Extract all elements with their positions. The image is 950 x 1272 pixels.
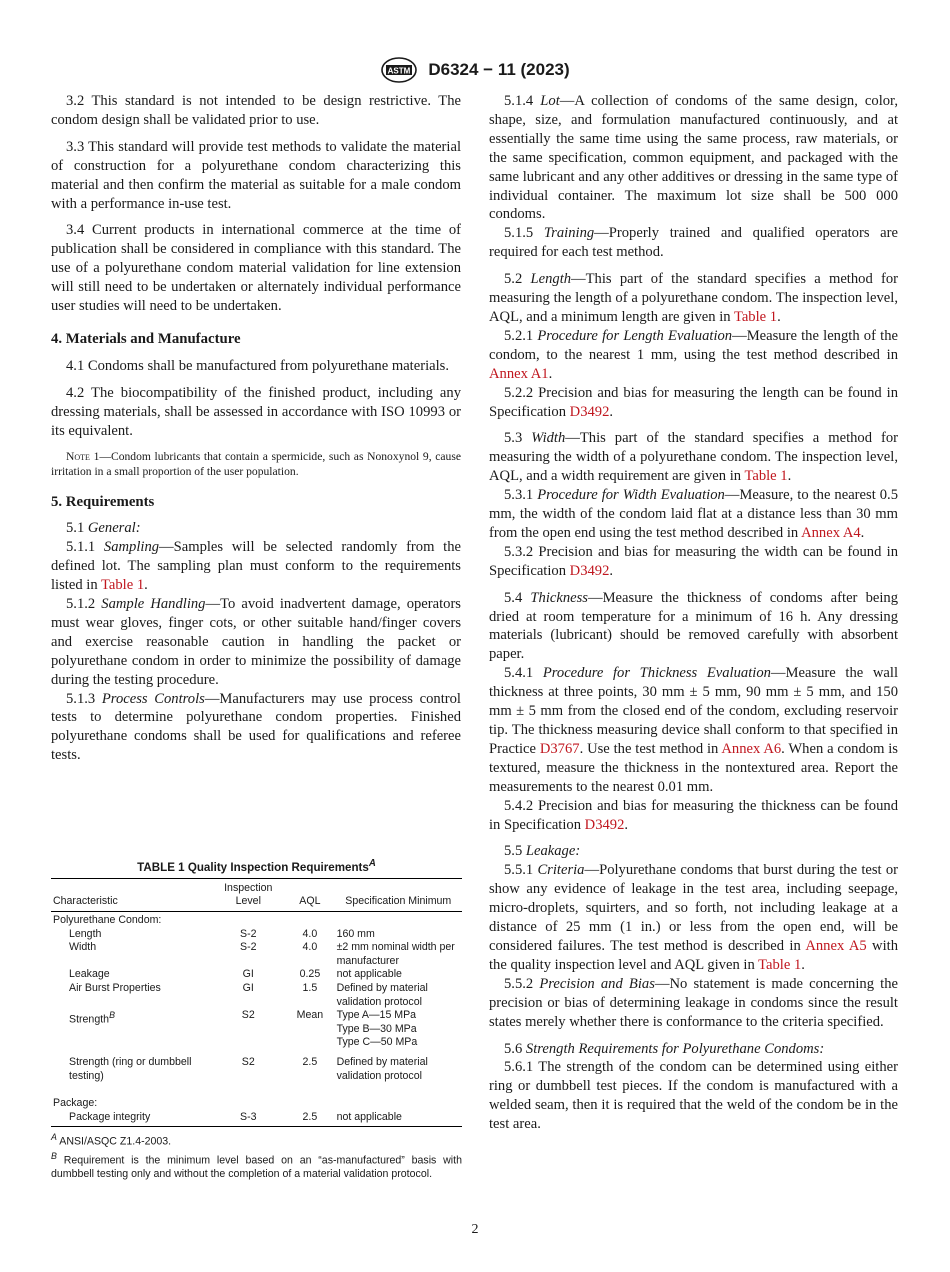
table-row [51,941,462,968]
annex-a4-link[interactable]: Annex A4 [801,524,861,541]
paragraph-title: Procedure for Length Evaluation [537,327,733,344]
cell-spec: Defined by material validation protocol [336,982,428,1008]
paragraph-number: 5.3 [504,430,532,447]
paragraph-5-4 [489,589,898,665]
paragraph-text: 5.4.2 Precision and bias for measuring the thickness can be found in Specification [489,797,898,833]
table-1-link[interactable]: Table 1 [101,577,145,594]
cell-characteristic: Leakage [69,968,110,981]
paragraph-3-2: 3.2 This standard is not intended to be design restrictive. The condom design shall be validated prior to use. [51,93,461,128]
cell-spec: 160 mm [336,927,375,940]
paragraph-title: Width [531,430,566,447]
paragraph-text: —This part of the standard specifies a method for measuring the length of a polyurethane condom. The inspection level, AQL, and a minimum length are given in [489,271,899,325]
annex-a1-link[interactable]: Annex A1 [489,365,549,382]
cell-level: GI [242,968,254,981]
paragraph-title: Sample Handling [101,596,206,613]
footnote-mark: A [51,1132,57,1143]
paragraph-5-5 [489,842,898,861]
annex-a6-link[interactable]: Annex A6 [721,740,782,757]
cell-characteristic: Strength (ring or dumbbell testing) [69,1055,192,1082]
paragraph-5-2 [489,270,898,327]
paragraph-5-3-1 [489,486,898,543]
paragraph-text: —A collection of condoms of the same design, color, shape, size, and formulation manufactured continuously, and at essentially the same time using the same process, raw materials, or the same specification, common equipment, and packaged with the same lubricant and any other additives or dressing in the same type of individual container. The maximum lot size shall be 500 000 condoms. [489,93,898,223]
paragraph-title: Training [543,225,595,242]
caption-text: TABLE 1 Quality Inspection Requirements [137,860,369,874]
spec-line: Type A—15 MPa [336,1009,417,1022]
table-footnote-b [51,1149,462,1182]
spec-line: Type C—50 MPa [336,1036,418,1049]
table-footnote-a [51,1130,462,1149]
paragraph-5-1 [51,519,461,538]
paragraph-number: 5.3.1 [504,487,538,504]
punctuation: . [609,562,614,579]
note-text: —Condom lubricants that contain a spermicide, such as Nonoxynol 9, cause irritation in a small proportion of the user population. [51,449,461,478]
cell-level: S2 [241,1055,255,1068]
paragraph-text: —Measure, to the nearest 0.5 mm, the width of the condom laid flat at a distance less than 30 mm from the open end using the test method described in [489,487,898,541]
paragraph-5-4-1 [489,664,898,796]
paragraph-number: 5.1.4 [504,93,541,109]
footnote-mark: B [109,1010,115,1021]
punctuation: . [787,468,792,485]
paragraph-number: 5.1 [66,520,88,537]
paragraph-5-1-2 [51,595,461,690]
punctuation: . [801,956,805,973]
spacer-cell [51,1083,462,1097]
cell-level: S2 [241,1009,255,1022]
header-specification: Specification Minimum [335,878,462,911]
paragraph-text: —Measure the thickness of condoms after being dried at room temperature for a minimum of 16 h. Any dressing materials (lubricant) should be removed carefully with absorbent paper. [489,589,898,663]
table-group-row [51,1097,462,1111]
paragraph-title: Strength Requirements for Polyurethane Condoms: [525,1040,825,1057]
cell-level: S-2 [240,927,257,940]
cell-aql: 2.5 [285,1111,334,1127]
spec-line: Type B—30 MPa [336,1022,417,1035]
paragraph-title: Sampling [103,539,160,556]
paragraph-number: 5.1.5 [504,225,544,242]
caption-footnote-mark: A [368,858,376,869]
standard-designation: D6324 − 11 (2023) [428,60,570,79]
group-label: Polyurethane Condom: [53,914,162,927]
paragraph-5-1-1 [51,538,461,595]
paragraph-5-6-1: 5.6.1 The strength of the condom can be determined using either ring or dumbbell test pieces. If the condom is manufactured with a welded seam, then it is required that the weld of the condom be in the test area. [489,1059,898,1133]
d3492-link[interactable]: D3492 [569,403,610,420]
paragraph-5-6 [489,1040,898,1059]
paragraph-text: —Polyurethane condoms that burst during the test or show any evidence of leakage in the test area, including seepage, micro-droplets, squirters, and so forth, not including leakage at a distance of 25 mm (1 in.) or less from the open end, will be considered failures. The test method is described in [489,862,898,954]
cell-characteristic: Air Burst Properties [69,982,161,995]
table-row [51,1009,462,1050]
paragraph-3-3: 3.3 This standard will provide test methods to validate the material of construction for a polyurethane condom characterizing this material and then confirm the material as suitable for a male condom with a performance in-use test. [51,138,461,212]
paragraph-5-1-5 [489,224,898,262]
cell-aql: 4.0 [302,941,318,954]
paragraph-title: Thickness [530,589,588,606]
paragraph-number: 5.2 [504,271,531,288]
page-number: 2 [471,1222,479,1237]
cell-spec: ±2 mm nominal width per manufacturer [336,941,455,967]
paragraph-5-3-2 [489,543,898,581]
paragraph-number: 5.5.2 [504,975,540,992]
paragraph-number: 5.4 [504,589,531,606]
cell-characteristic: Package integrity [51,1111,211,1127]
footnote-mark: B [51,1150,57,1161]
table-row [51,982,462,1009]
cell-aql: 1.5 [302,982,318,995]
paragraph-5-2-2 [489,384,898,422]
paragraph-text: —Manufacturers may use process control tests to determine polyurethane condom properties. Finished polyurethane condoms shall be used for qualifications and referee tests. [51,690,461,764]
paragraph-title: General: [87,520,141,537]
cell-characteristic [51,1009,211,1050]
d3767-link[interactable]: D3767 [539,740,580,757]
section-4-heading: 4. Materials and Manufacture [51,330,241,347]
cell-level: S-2 [240,941,257,954]
paragraph-number: 5.5 [504,843,526,860]
table-group-row [51,912,462,928]
paragraph-number: 5.1.1 [66,539,104,556]
table-1 [51,858,462,1181]
annex-a5-link[interactable]: Annex A5 [805,937,867,954]
cell-aql: 2.5 [302,1055,318,1068]
paragraph-text: with the quality inspection level and AQL given in [489,937,898,973]
cell-characteristic: Width [69,941,97,954]
astm-logo-icon [380,56,418,84]
paragraph-number: 5.1.3 [66,690,102,707]
cell-spec: Defined by material validation protocol [336,1055,428,1082]
punctuation: . [777,308,781,325]
cell-level: S-3 [211,1111,285,1127]
cell-spec [335,1009,462,1050]
paragraph-number: 5.5.1 [504,862,538,879]
d3492-link[interactable]: D3492 [569,562,610,579]
cell-level: GI [242,982,254,995]
cell-spec: not applicable [335,1111,462,1127]
table-caption [51,858,462,874]
cell-aql: 4.0 [302,927,318,940]
paragraph-5-5-2 [489,975,898,1032]
quality-inspection-table [51,878,462,1128]
header-inspection-level: Inspection Level [211,878,285,911]
cell-aql: 0.25 [299,968,321,981]
paragraph-text: 5.3.2 Precision and bias for measuring the width can be found in Specification [489,543,898,579]
paragraph-4-1: 4.1 Condoms shall be manufactured from polyurethane materials. [66,357,449,374]
paragraph-text: . Use the test method in [579,740,722,757]
paragraph-title: Leakage: [525,843,581,860]
table-row [51,1111,462,1127]
table-1-link[interactable]: Table 1 [733,308,778,325]
paragraph-5-3 [489,429,898,486]
paragraph-text: —Measure the wall thickness at three points, 30 mm ± 5 mm, 90 mm ± 5 mm, and 150 mm ± 5 mm from the closed end of the condom, excluding reservoir tip. The thickness measuring device shall conform to that specified in Practice [489,665,899,757]
section-5-heading: 5. Requirements [51,493,155,510]
paragraph-title: Procedure for Width Evaluation [537,487,725,504]
paragraph-text: —Samples will be selected randomly from the defined lot. The sampling plan must conform to the requirements listed in [51,539,461,594]
cell-aql: Mean [296,1009,324,1022]
group-label: Package: [53,1097,98,1110]
paragraph-title: Lot [540,93,560,109]
punctuation: . [860,524,865,541]
paragraph-text: —Measure the length of the condom, to the nearest 1 mm, using the test method described in [489,327,898,363]
punctuation: . [144,577,148,594]
characteristic-text: Strength [69,1013,110,1026]
svg-text:ASTM: ASTM [388,66,411,76]
punctuation: . [548,365,553,382]
paragraph-text: —No statement is made concerning the precision or bias of determining leakage in condoms since the result states merely whether there is conformance to the criteria specified. [489,975,898,1030]
footnote-text: Requirement is the minimum level based on an “as-manufactured” basis with dumbbell testing only and without the completion of a material validation protocol. [51,1154,462,1181]
page-header [0,56,950,84]
paragraph-number: 5.6 [504,1040,526,1057]
left-column [51,92,461,773]
header-aql: AQL [285,878,334,911]
cell-characteristic: Length [69,927,102,940]
paragraph-5-5-1 [489,861,898,974]
note-1 [51,449,461,479]
paragraph-number: 5.1.2 [66,596,102,613]
paragraph-text: —Properly trained and qualified operators are required for each test method. [489,225,898,261]
punctuation: . [609,403,614,420]
d3492-link[interactable]: D3492 [584,816,625,833]
paragraph-number: 5.4.1 [504,665,543,682]
paragraph-text: . When a condom is textured, measure the thickness in the nontextured area. Report the measurements to the nearest 0.01 mm. [489,740,898,795]
paragraph-3-4: 3.4 Current products in international commerce at the time of publication shall be considered in compliance with this standard. The use of a polyurethane condom material validation for line extension will still need to be undertaken or alternately individual performance user studies will need to be undertaken. [51,222,461,315]
paragraph-text: —To avoid inadvertent damage, operators must wear gloves, finger cots, or other suitable hand/finger covers and exercise reasonable caution in handling the packet or polyurethane condom in order to minimize the possibility of damage during the testing procedure. [51,596,461,688]
table-row [51,1050,462,1083]
header-characteristic: Characteristic [51,878,211,911]
paragraph-4-2: 4.2 The biocompatibility of the finished product, including any dressing materials, shall be assessed in accordance with ISO 10993 or its equivalent. [51,384,461,439]
paragraph-5-1-4 [489,92,898,224]
table-header-row [51,878,462,911]
paragraph-5-2-1 [489,327,898,384]
paragraph-title: Precision and Bias [539,975,655,992]
footnote-text: ANSI/ASQC Z1.4-2003. [56,1135,172,1148]
paragraph-title: Procedure for Thickness Evaluation [542,665,771,682]
table-row [51,928,462,942]
paragraph-text: 5.2.2 Precision and bias for measuring the length can be found in Specification [489,384,898,420]
table-1-link[interactable]: Table 1 [744,468,788,485]
paragraph-title: Criteria [537,862,585,879]
note-label: Note 1 [66,449,100,463]
paragraph-title: Process Controls [101,690,205,707]
punctuation: . [624,816,629,833]
table-spacer-row [51,1083,462,1097]
paragraph-5-1-3 [51,690,461,766]
paragraph-text: —This part of the standard specifies a method for measuring the width of a polyurethane condom. The inspection level, AQL, and a width requirement are given in [489,430,899,485]
table-row [51,968,462,982]
paragraph-title: Length [530,271,572,288]
table-1-link[interactable]: Table 1 [758,956,802,973]
right-column [489,92,898,1134]
paragraph-number: 5.2.1 [504,327,538,344]
paragraph-5-4-2 [489,797,898,835]
cell-spec: not applicable [336,968,402,981]
